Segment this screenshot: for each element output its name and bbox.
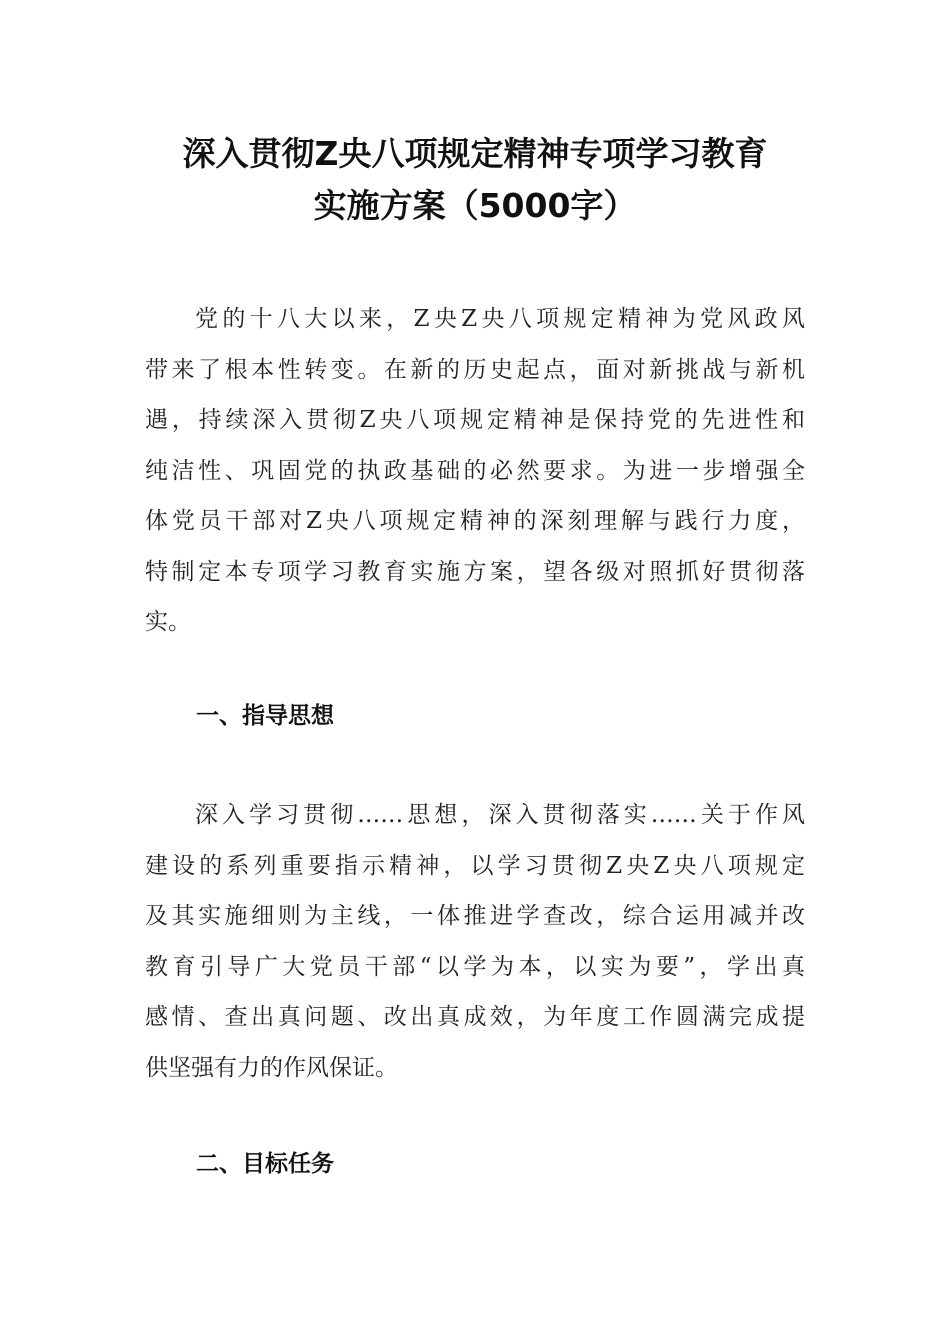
- paragraph-line: 实。: [145, 609, 191, 635]
- paragraph-line: 带来了根本性转变。在新的历史起点，面对新挑战与新机: [145, 356, 805, 383]
- paragraph-line: 建设的系列重要指示精神，以学习贯彻Z央Z央八项规定: [145, 852, 805, 879]
- intro-paragraph: [145, 294, 805, 648]
- paragraph-line: 深入学习贯彻……思想，深入贯彻落实……关于作风: [195, 802, 805, 828]
- paragraph-line: 教育引导广大党员干部“以学为本，以实为要”，学出真: [145, 953, 805, 980]
- paragraph-line: 及其实施细则为主线，一体推进学查改，综合运用减并改: [145, 903, 805, 929]
- paragraph-line: 纯洁性、巩固党的执政基础的必然要求。为进一步增强全: [145, 457, 805, 484]
- document-title-line-2: 实施方案（5000字）: [313, 186, 637, 225]
- paragraph-line: 感情、查出真问题、改出真成效，为年度工作圆满完成提: [145, 1004, 805, 1030]
- document-title-line-1: 深入贯彻Z央八项规定精神专项学习教育: [182, 134, 768, 173]
- guiding-ideology-paragraph: [145, 790, 805, 1093]
- paragraph-line: 党的十八大以来，Z央Z央八项规定精神为党风政风: [195, 306, 805, 332]
- section-heading-guiding-ideology: 一、指导思想: [196, 703, 334, 729]
- section-heading-goals-tasks: 二、目标任务: [196, 1151, 334, 1177]
- paragraph-line: 特制定本专项学习教育实施方案，望各级对照抓好贯彻落: [145, 558, 805, 585]
- paragraph-line: 体党员干部对Z央八项规定精神的深刻理解与践行力度，: [145, 508, 805, 534]
- paragraph-line: 遇，持续深入贯彻Z央八项规定精神是保持党的先进性和: [145, 407, 805, 433]
- paragraph-line: 供坚强有力的作风保证。: [145, 1054, 398, 1081]
